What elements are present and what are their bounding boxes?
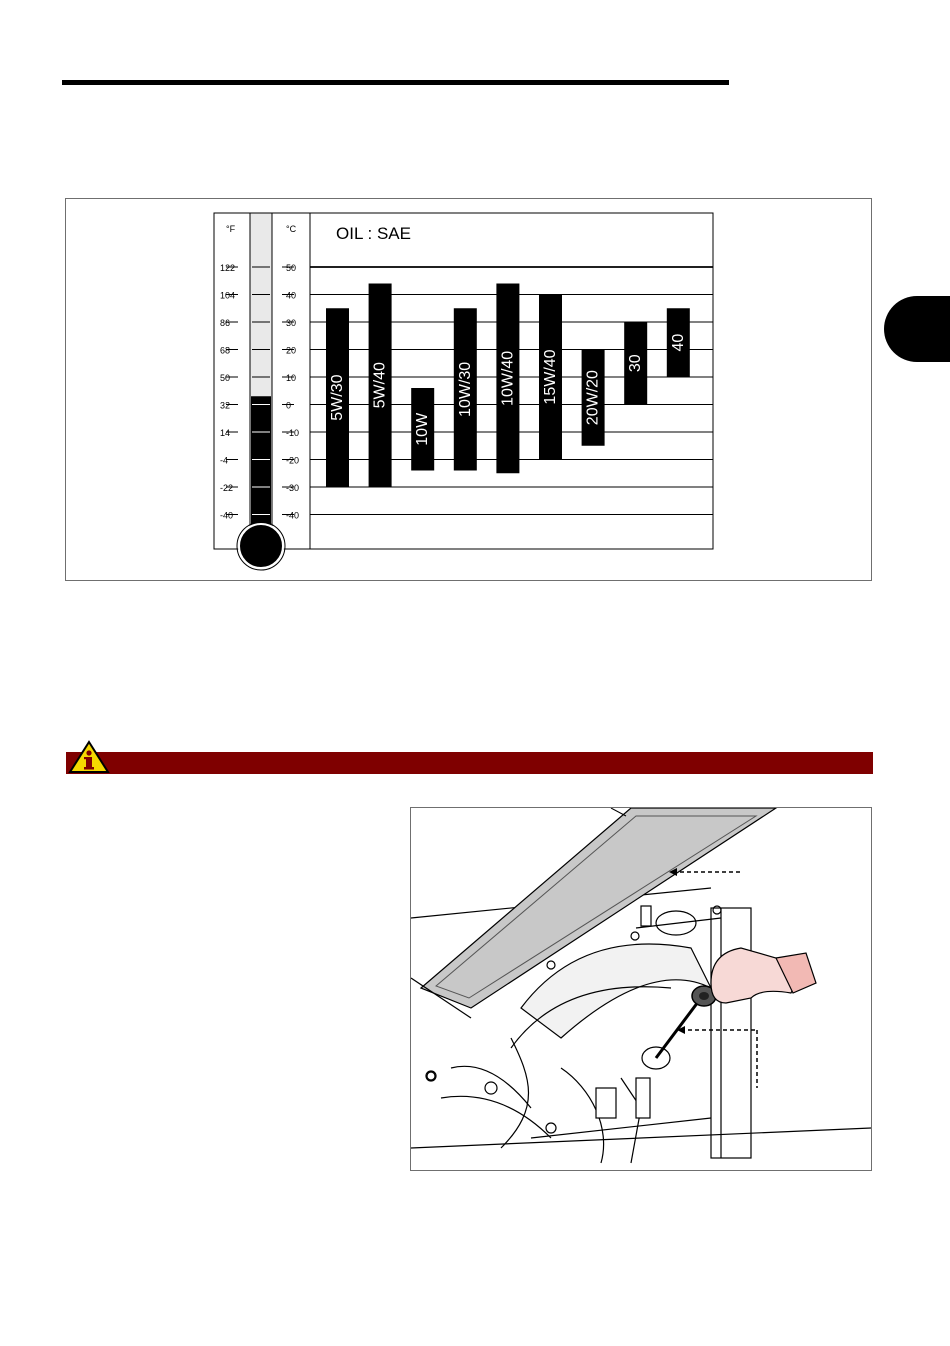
section-tab [884, 296, 950, 362]
warning-banner [66, 752, 873, 774]
celsius-tick-label: -40 [286, 510, 300, 521]
celsius-unit-label: °C [286, 224, 297, 234]
info-warning-icon [68, 740, 110, 774]
fahrenheit-unit-label: °F [226, 224, 236, 234]
fahrenheit-tick-label: 50 [220, 373, 231, 383]
fahrenheit-tick-label: 86 [220, 318, 231, 328]
grade-label: 40 [669, 333, 687, 352]
grade-label: 20W/20 [584, 370, 602, 426]
grade-label: 10W [414, 412, 432, 446]
dipstick-drawing [411, 808, 871, 1170]
celsius-tick-label: 20 [286, 345, 297, 356]
celsius-tick-label: 50 [286, 263, 297, 273]
celsius-tick-label: -10 [286, 428, 300, 438]
oil-viscosity-chart [65, 198, 872, 581]
grade-label: 5W/30 [329, 374, 346, 421]
grade-label: 10W/30 [456, 361, 474, 417]
fahrenheit-tick-label: 32 [220, 400, 231, 411]
grade-label: 15W/40 [542, 349, 559, 405]
celsius-tick-label: 30 [286, 318, 297, 328]
fahrenheit-tick-label: 14 [220, 428, 231, 438]
fahrenheit-tick-label: 122 [220, 263, 236, 273]
fahrenheit-tick-label: -4 [220, 455, 229, 466]
grade-label: 5W/40 [371, 362, 389, 409]
grade-label: 30 [627, 354, 645, 373]
chart-svg [66, 199, 871, 580]
fahrenheit-tick-label: 104 [220, 290, 236, 301]
fahrenheit-tick-label: 68 [220, 345, 231, 356]
dipstick-illustration [410, 807, 872, 1171]
chart-title: OIL : SAE [336, 224, 411, 243]
celsius-tick-label: 0 [286, 400, 292, 411]
header-rule [62, 80, 729, 85]
celsius-tick-label: -30 [286, 483, 300, 493]
fahrenheit-tick-label: -22 [220, 483, 234, 493]
grade-label: 10W/40 [499, 350, 517, 406]
celsius-tick-label: 40 [286, 290, 297, 301]
celsius-tick-label: 10 [286, 373, 297, 383]
celsius-tick-label: -20 [286, 455, 300, 466]
fahrenheit-tick-label: -40 [220, 510, 234, 521]
thermometer-bulb [239, 524, 283, 568]
